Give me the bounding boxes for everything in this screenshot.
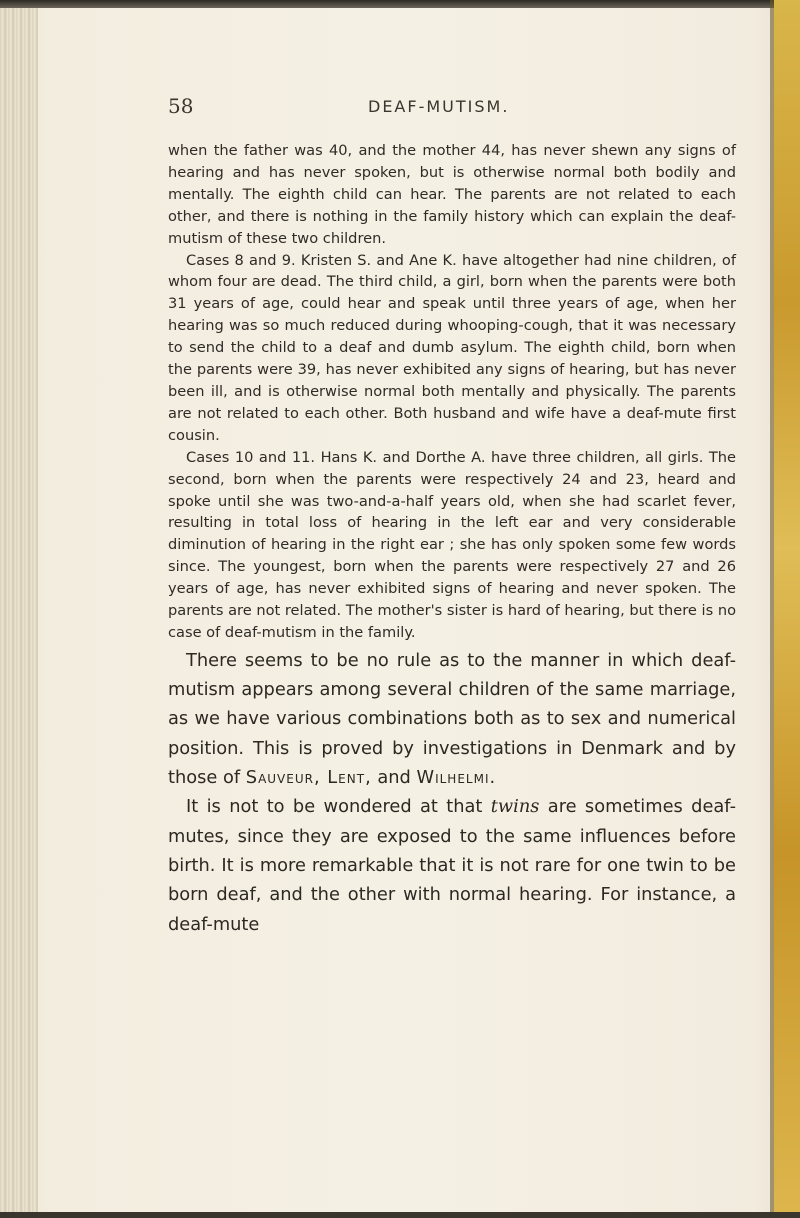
page-header bbox=[168, 94, 728, 120]
small-print-section bbox=[168, 140, 736, 644]
page-number: 58 bbox=[168, 94, 194, 118]
paragraph-text: are sometimes deaf-mutes, since they are exposed to the same influences before birth. It is more remarkable that it is not rare for one twin to be born deaf, and the other with normal hearing. For instance, a deaf-mute bbox=[168, 796, 736, 935]
paragraph bbox=[168, 646, 736, 792]
running-head: DEAF-MUTISM. bbox=[368, 97, 510, 116]
paragraph: Cases 10 and 11. Hans K. and Dorthe A. have three children, all girls. The second, born when the parents were respectively 24 and 23, heard and spoke until she was two-and-a-half years old, when she had scarlet fever, resulting in total loss of hearing in the left ear and very considerable diminution of hearing in the right ear ; she has only spoken some few words since. The youngest, born when the parents were respectively 27 and 26 years of age, has never exhibited signs of hearing and never spoken. The parents are not related. The mother's sister is hard of hearing, but there is no case of deaf-mutism in the family. bbox=[168, 448, 736, 641]
book-binding-edge bbox=[0, 0, 38, 1218]
paragraph: Cases 8 and 9. Kristen S. and Ane K. have altogether had nine children, of whom four are dead. The third child, a girl, born when the parents were both 31 years of age, could hear and speak until three years of age, when her hearing was so much reduced during whooping-cough, that it was necessary to send the child to a deaf and dumb asylum. The eighth child, born when the parents were 39, has never exhibited any signs of hearing, but has never been ill, and is otherwise normal both mentally and physically. The parents are not related to each other. Both husband and wife have a deaf-mute first cousin. bbox=[168, 251, 736, 444]
italic-word: twins bbox=[490, 796, 540, 818]
bottom-border bbox=[0, 1212, 800, 1218]
paragraph: when the father was 40, and the mother 44, has never shewn any signs of hearing and has never spoken, but is otherwise normal both bodily and mentally. The eighth child can hear. The parents are not related to each other, and there is nothing in the family history which can explain the deaf-mutism of these two children. bbox=[168, 142, 736, 247]
paragraph bbox=[168, 792, 736, 938]
top-border bbox=[0, 0, 800, 8]
gilt-page-edge bbox=[774, 0, 800, 1218]
period: . bbox=[489, 767, 496, 789]
body-text bbox=[168, 140, 736, 939]
paragraph-text: It is not to be wondered at that bbox=[186, 796, 491, 818]
large-print-section bbox=[168, 646, 736, 939]
author-name: Wilhelmi bbox=[416, 767, 490, 789]
paragraph-text: There seems to be no rule as to the manner in which deaf-mutism appears among several children of the same marriage, as we have various combinations both as to sex and numerical position. This is proved by investigations in Denmark and by those of bbox=[168, 649, 736, 789]
author-names: Sauveur, Lent, bbox=[245, 767, 372, 789]
conjunction: and bbox=[371, 767, 417, 789]
